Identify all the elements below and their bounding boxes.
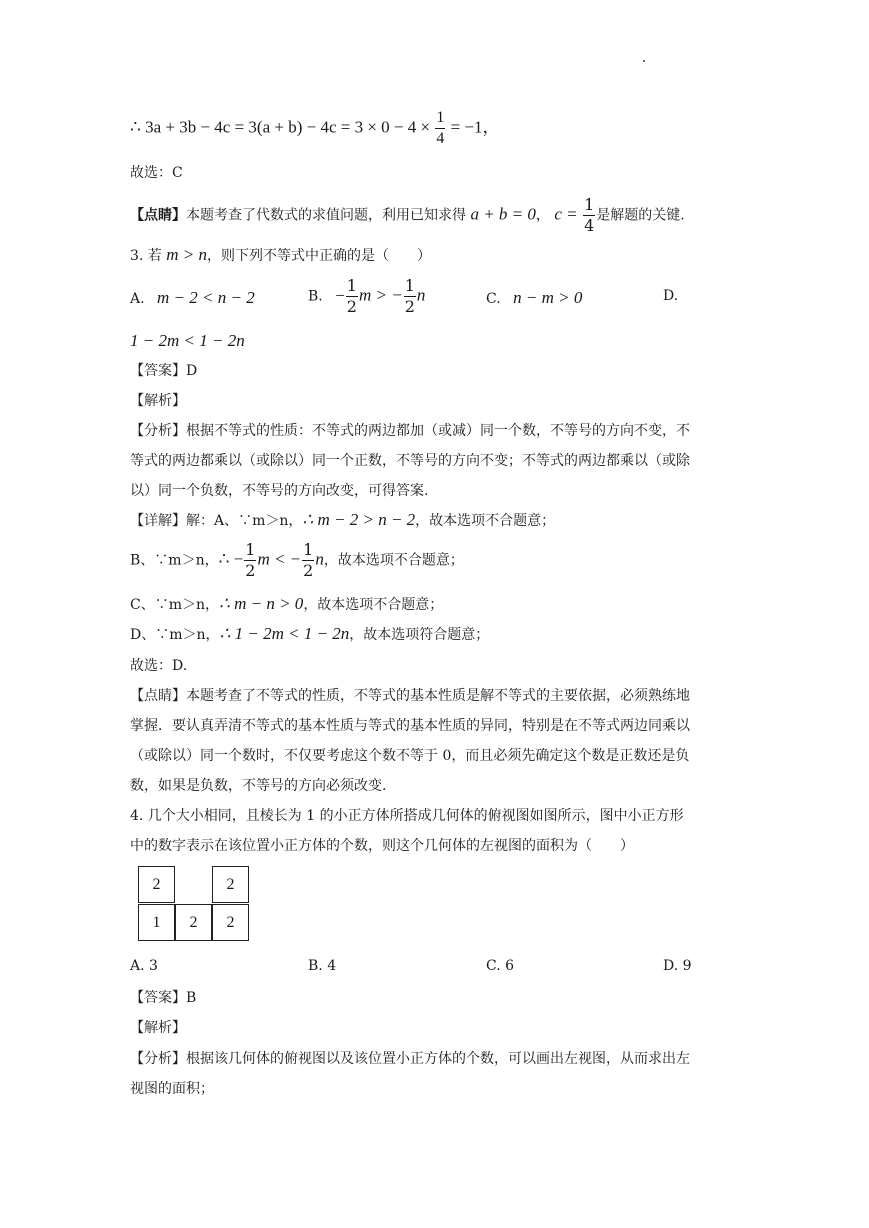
detail-suffix: ，故本选项符合题意； <box>349 627 490 643</box>
q2-answer: 故选：C <box>130 165 183 181</box>
detail-prefix: C、∵m＞n， <box>130 597 220 613</box>
q3-option-b <box>308 278 425 315</box>
q3-option-d-label: D. <box>663 288 679 304</box>
comment-math: a + b = 0 <box>470 204 536 224</box>
option-label: B. <box>308 288 323 305</box>
q3-dianjing-line-3: （或除以）同一个数时，不仅要考虑这个数不等于 0，而且必须先确定这个数是正数还是负 <box>130 748 690 764</box>
fraction-denominator: 2 <box>303 561 314 580</box>
option-math-end: n <box>416 285 426 305</box>
fraction-numerator: 1 <box>245 540 256 559</box>
detail-b-fraction-2 <box>302 542 314 579</box>
q3-dianjing-line-2: 掌握．要认真弄清不等式的基本性质与等式的基本性质的异同，特别是在不等式两边同乘以 <box>130 718 690 734</box>
comment-fraction-denominator: 4 <box>584 216 595 235</box>
detail-math: m < − <box>257 549 302 569</box>
q4-analysis-heading: 【解析】 <box>130 1020 186 1036</box>
q4-fenxi-line-1: 【分析】根据该几何体的俯视图以及该位置小正方体的个数，可以画出左视图，从而求出左 <box>130 1051 690 1067</box>
comment-math-c: c = <box>554 204 578 224</box>
fraction-denominator: 2 <box>404 297 415 316</box>
detail-suffix: ，故本选项不合题意； <box>303 597 444 613</box>
fraction-numerator: 1 <box>303 540 314 559</box>
grid-cell-bottom-left: 1 <box>138 904 175 941</box>
detail-math: ∴ m − n > 0 <box>219 594 304 613</box>
detail-suffix: ，故本选项不合题意； <box>415 513 556 529</box>
q4-option-a: A. 3 <box>130 958 158 974</box>
option-label: C. <box>486 291 501 307</box>
detail-b-fraction <box>244 542 256 579</box>
option-math: m − 2 < n − 2 <box>157 288 255 307</box>
q3-analysis-heading: 【解析】 <box>130 393 186 409</box>
q3-detail-c <box>130 594 443 614</box>
option-b-fraction <box>346 278 358 315</box>
option-label: A. <box>130 291 145 307</box>
q3-dianjing-line-4: 数，如果是负数，不等号的方向必须改变. <box>130 778 387 794</box>
option-b-fraction-2 <box>404 278 416 315</box>
q3-detail-b <box>130 542 464 579</box>
q4-stem-line-1: 4. 几个大小相同，且棱长为 1 的小正方体所搭成几何体的俯视图如图所示，图中小正方形 <box>130 808 684 824</box>
q4-option-d: D. 9 <box>663 958 692 974</box>
detail-math: ∴ m − 2 > n − 2 <box>302 510 416 529</box>
q3-choose: 故选：D. <box>130 658 188 674</box>
q4-stem-line-2: 中的数字表示在该位置小正方体的个数，则这个几何体的左视图的面积为（ ） <box>130 838 634 854</box>
q4-fenxi-line-2: 视图的面积； <box>130 1081 214 1097</box>
detail-math: ∴ 1 − 2m < 1 − 2n <box>219 624 350 643</box>
grid-cell-bottom-middle: 2 <box>175 904 212 941</box>
q2-comment <box>130 197 685 234</box>
comment-fraction <box>583 197 595 234</box>
detail-math: ∴ − <box>218 549 244 569</box>
q3-fenxi-line-1: 【分析】根据不等式的性质：不等式的两边都加（或减）同一个数，不等号的方向不变，不 <box>130 423 690 439</box>
q3-answer: 【答案】D <box>130 363 198 379</box>
q4-answer: 【答案】B <box>130 990 197 1006</box>
q3-fenxi-line-3: 以）同一个负数，不等号的方向改变，可得答案. <box>130 483 429 499</box>
grid-cell-top-right: 2 <box>212 866 249 903</box>
q4-option-b: B. 4 <box>308 958 337 974</box>
comment-label: 【点睛】 <box>130 207 186 224</box>
q3-option-a <box>130 288 255 308</box>
grid-cell-top-left: 2 <box>138 866 175 903</box>
q3-option-d-math: 1 − 2m < 1 − 2n <box>130 331 245 350</box>
fraction-numerator: 1 <box>346 276 357 295</box>
q2-expression-left: ∴ 3a + 3b − 4c = 3(a + b) − 4c = 3 × 0 − 4 × <box>130 117 431 137</box>
q3-stem <box>130 245 431 265</box>
q4-option-c: C. 6 <box>486 958 515 974</box>
q3-dianjing-line-1: 【点睛】本题考查了不等式的性质，不等式的基本性质是解不等式的主要依据，必须熟练地 <box>130 688 690 704</box>
option-math: n − m > 0 <box>513 288 583 307</box>
comment-fraction-numerator: 1 <box>584 195 595 214</box>
detail-suffix: ，故本选项不合题意； <box>323 552 464 569</box>
detail-prefix: B、∵m＞n， <box>130 552 219 569</box>
option-sign: − <box>335 285 345 305</box>
comment-text-end: 是解题的关键. <box>596 207 685 224</box>
page-mark <box>643 60 645 62</box>
comment-separator: ， <box>535 207 550 224</box>
detail-prefix: D、∵m＞n， <box>130 627 220 643</box>
q2-fraction-denominator: 4 <box>436 130 445 147</box>
fraction-denominator: 2 <box>245 561 256 580</box>
q2-solution-line <box>130 110 500 147</box>
q2-fraction <box>435 110 445 147</box>
q3-stem-text: ，则下列不等式中正确的是（ ） <box>207 248 432 264</box>
q3-detail-d <box>130 624 489 644</box>
q2-fraction-numerator: 1 <box>435 110 445 129</box>
q3-number: 3. 若 <box>130 248 162 264</box>
q3-stem-math: m > n <box>166 245 208 264</box>
q3-detail-a <box>130 510 555 530</box>
fraction-denominator: 2 <box>346 297 357 316</box>
detail-prefix: 【详解】解：A、∵m＞n， <box>130 513 303 529</box>
detail-math: n <box>315 549 324 569</box>
grid-cell-bottom-right: 2 <box>212 904 249 941</box>
q3-fenxi-line-2: 等式的两边都乘以（或除以）同一个正数，不等号的方向不变；不等式的两边都乘以（或除 <box>130 453 690 469</box>
fraction-numerator: 1 <box>404 276 415 295</box>
option-math: m > − <box>358 285 403 305</box>
q2-expression-right: = −1， <box>450 117 500 137</box>
comment-text: 本题考查了代数式的求值问题，利用已知求得 <box>186 207 466 224</box>
q3-option-c <box>486 288 582 308</box>
